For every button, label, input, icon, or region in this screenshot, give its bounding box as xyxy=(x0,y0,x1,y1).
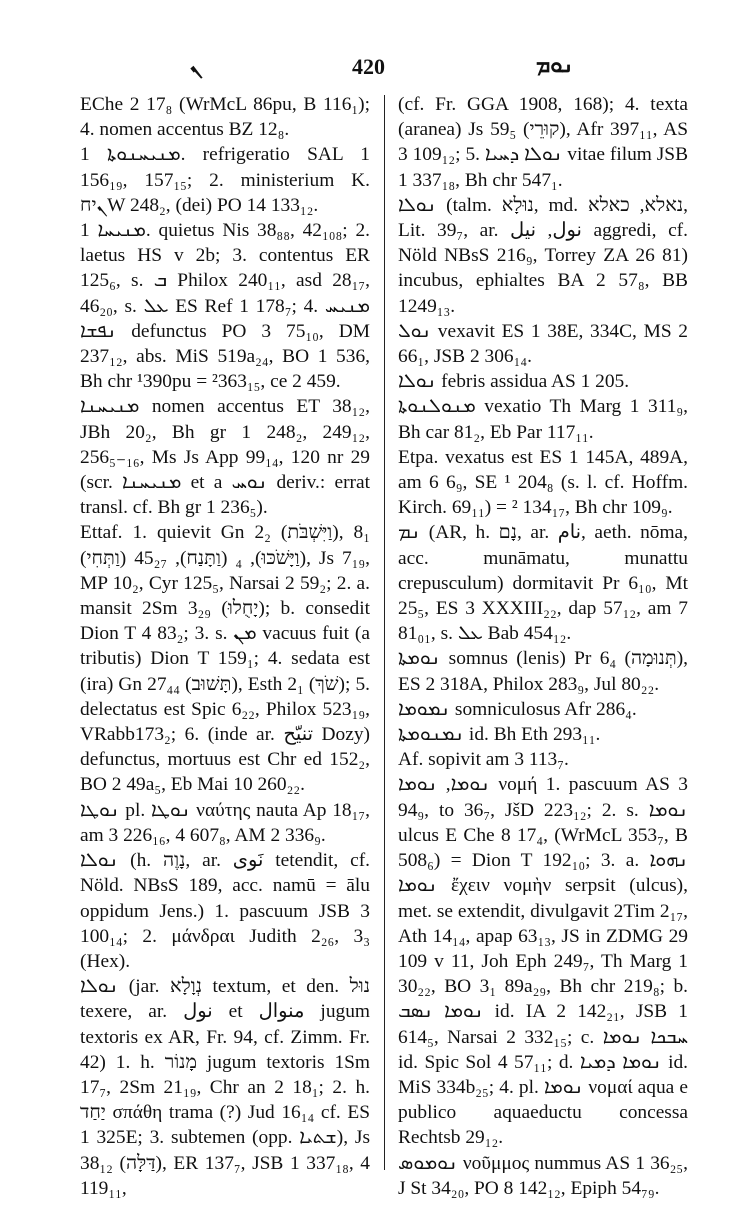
right-entry-8: ܢܡܘܡܐ somniculosus Afr 286₄. xyxy=(398,698,637,720)
left-entry-7: ܢܘܠܐ (jar. נְוָלָא textum, et den. נוּל texere, ar. نول et منوال jugum textoris ex AR, Fr. 94, cf. Zimm. Fr. 42) 1. h. מָנוֹר jugum textoris 1Sm 17₇, 2Sm 21₁₉, Chr an 2 18₁; 2. h. יַחַד σπάθη trama (?) Jud 16₁₄ cf. ES 1 325E; 3. subtemen (opp. ܫܬܝܐ), Js 38₁₂ (דַּלָּה), ER 137₇, JSB 1 337₁₈, 4 119₁₁, xyxy=(80,976,371,1199)
right-entry-4: ܡܢܘܠܢܘܬܐ vexatio Th Marg 1 311₉, Bh car 81₂, Eb Par 117₁₁. xyxy=(398,396,688,443)
right-entry-11: ܢܘܡܐ, ܢܘܡܐ νομή 1. pascuum AS 3 94₉, to 36₇, JšD 223₁₂; 2. s. ܢܘܡܐ ulcus E Che 8 17₄, (WrMcL 353₇, B 508₆) = Dion T 192₁₀; 3. a. ܢܗܘܐ ܢܘܡܐ ἔχειν νομὴν serpsit (ulcus), met. se extendit, divulgavit 2Tim 2₁₇, Ath 14₁₄, apap 63₁₃, JS in ZDMG 29 109 v 11, Joh Eph 249₇, Th Marg 1 30₂₂, BO 3₁ 89a₂₉, Bh chr 219₈; b. ܢܘܡܐ ܢܣܒ id. IA 2 142₂₁, JSB 1 614₅, Narsai 2 332₁₅; c. ܚܒܟܐ ܢܘܡܐ id. Spic Sol 4 57₁₁; d. ܢܘܡܐ ܕܡܝܐ id. MiS 334b₂₅; 4. pl. ܢܘܡܐ νομαί aqua e publico aquaeductu concessa Rechtsb 29₁₂. xyxy=(398,774,688,1149)
right-entry-6: ܢܡ (AR, h. נָם, ar. نام, aeth. nōma, acc. munāmatu, munattu crepusculum) dormitavit Pr 6₁₀, Mt 25₅, ES 3 XXXIII₂₂, dap 57₁₂, am 7 81₀₁, s. ܥܠ Bab 454₁₂. xyxy=(398,522,688,645)
right-entry-2: ܢܘܠ vexavit ES 1 38E, 334C, MS 2 66₁, JSB 2 306₁₄. xyxy=(398,320,688,368)
right-entry-1: ܢܘܠܐ (talm. נוּלָא, md. נאלא, כאלא, Lit. 39₇, ar. نول, نيل aggredi, cf. Nöld NBsS 216₉, Torrey ZA 26 81) incubus, ephialtes BA 2 57₈, BB 1249₁₃. xyxy=(398,194,689,317)
right-entry-3: ܢܘܠܐ febris assidua AS 1 205. xyxy=(398,371,630,393)
right-entry-10: Af. sopivit am 3 113₇. xyxy=(398,749,569,771)
right-entry-0: (cf. Fr. GGA 1908, 168); 4. texta (aranea) Js 59₅ (קוּרֵי), Afr 397₁₁, AS 3 109₁₂; 5. ܢܘܠܐ ܕܚܝܐ vitae filum JSB 1 337₁₈, Bh chr 547₁. xyxy=(398,94,689,191)
page-number: 420 xyxy=(352,54,385,79)
left-column xyxy=(80,92,370,1201)
left-entry-6: ܢܘܠܐ (h. נָוֶה, ar. نَوى tetendit, cf. Nöld. NBsS 189, acc. namū = ālu oppidum Jens.) 1. pascuum JSB 3 100₁₄; 2. μάνδραι Judith 2₂₆, 3₃ (Hex). xyxy=(80,850,370,972)
left-entry-2: ܡܢܝܚܐ 1. quietus Nis 38₈₈, 42₁₀₈; 2. laetus HS v 2b; 3. contentus ER 125₆, s. ܒ Philox 240₁₁, asd 28₁₇, 46₂₀, s. ܥܠ ES Ref 1 178₇; 4. ܡܢܝܚ ܢܦܫܐ defunctus PO 3 75₁₀, DM 237₁₂, abs. MiS 519a₂₄, BO 1 536, Bh chr ¹390pu = ²363₁₅, ce 2 459. xyxy=(80,220,370,393)
left-entry-3: ܡܢܝܚܢܐ nomen accentus ET 38₁₂, JBh 20₂, Bh gr 1 248₂, 249₁₂, 256₅₋₁₆, Ms Js App 99₁₄, 120 nr 29 (scr. ܡܢܝܚܢܐ et a ܢܘܚ deriv.: errat transl. cf. Bh gr 1 236₅). xyxy=(80,396,370,519)
right-column xyxy=(398,92,688,1201)
right-entry-9: ܢܡܢܘܡܬܐ id. Bh Eth 293₁₁. xyxy=(398,724,601,746)
left-entry-0: EChe 2 17₈ (WrMcL 86pu, B 116₁); 4. nomen accentus BZ 12₈. xyxy=(80,94,370,141)
column-divider xyxy=(384,95,385,1170)
left-entry-5: ܢܘܛܐ pl. ܢܘܛܐ ναύτης nauta Ap 18₁₇, am 3 226₁₆, 4 607₈, AM 2 336₉. xyxy=(80,799,370,846)
right-entry-7: ܢܘܡܬܐ somnus (lenis) Pr 6₄ (תְּנוּמָה), ES 2 318A, Philox 283₉, Jul 80₂₂. xyxy=(398,648,688,695)
header-right-word: ܢܘܡ xyxy=(536,52,574,78)
left-entry-1: ܡܢܝܚܢܘܬܐ 1. refrigeratio SAL 1 156₁₉, 157₁₅; 2. ministerium K. ܢיחW 248₂, (dei) PO 14 133₁₂. xyxy=(80,144,371,216)
left-entry-4: Ettaf. 1. quievit Gn 2₂ (וַיִּשְׁבֹּת), 8₁ (וַיָּשֹׁכּוּ), ₄ (וַתָּנַח), 45₂₇ (וַתְּחִי), Js 7₁₉, MP 10₂, Cyr 125₅, Narsai 2 59₂; 2. a. mansit 2Sm 3₂₉ (יָחֻלוּ); b. consedit Dion T 4 83₂; 3. s. ܡܢ vacuus fuit (a tributis) Dion T 159₁; 4. sedata est (ira) Gn 27₄₄ (תָּשׁוּב), Esth 2₁ (שֹׁךְ); 5. delectatus est Spic 6₂₂, Philox 523₁₉, VRabb173₂; 6. (inde ar. تنيّح Dozy) defunctus, mortuus est Chr ed 152₂, BO 2 49a₅, Eb Mai 10 260₂₂. xyxy=(80,522,371,796)
right-entry-12: ܢܘܡܘܣ νοῦμμος nummus AS 1 36₂₅, J St 34₂₀, PO 8 142₁₂, Epiph 54₇₉. xyxy=(398,1152,688,1199)
right-entry-5: Etpa. vexatus est ES 1 145A, 489A, am 6 6₉, SE ¹ 204₈ (s. l. cf. Hoffm. Kirch. 69₁₁) = ² 134₁₇, Bh chr 109₉. xyxy=(398,446,688,519)
page-header xyxy=(0,44,750,84)
header-left-letter: ܢ xyxy=(190,52,203,78)
